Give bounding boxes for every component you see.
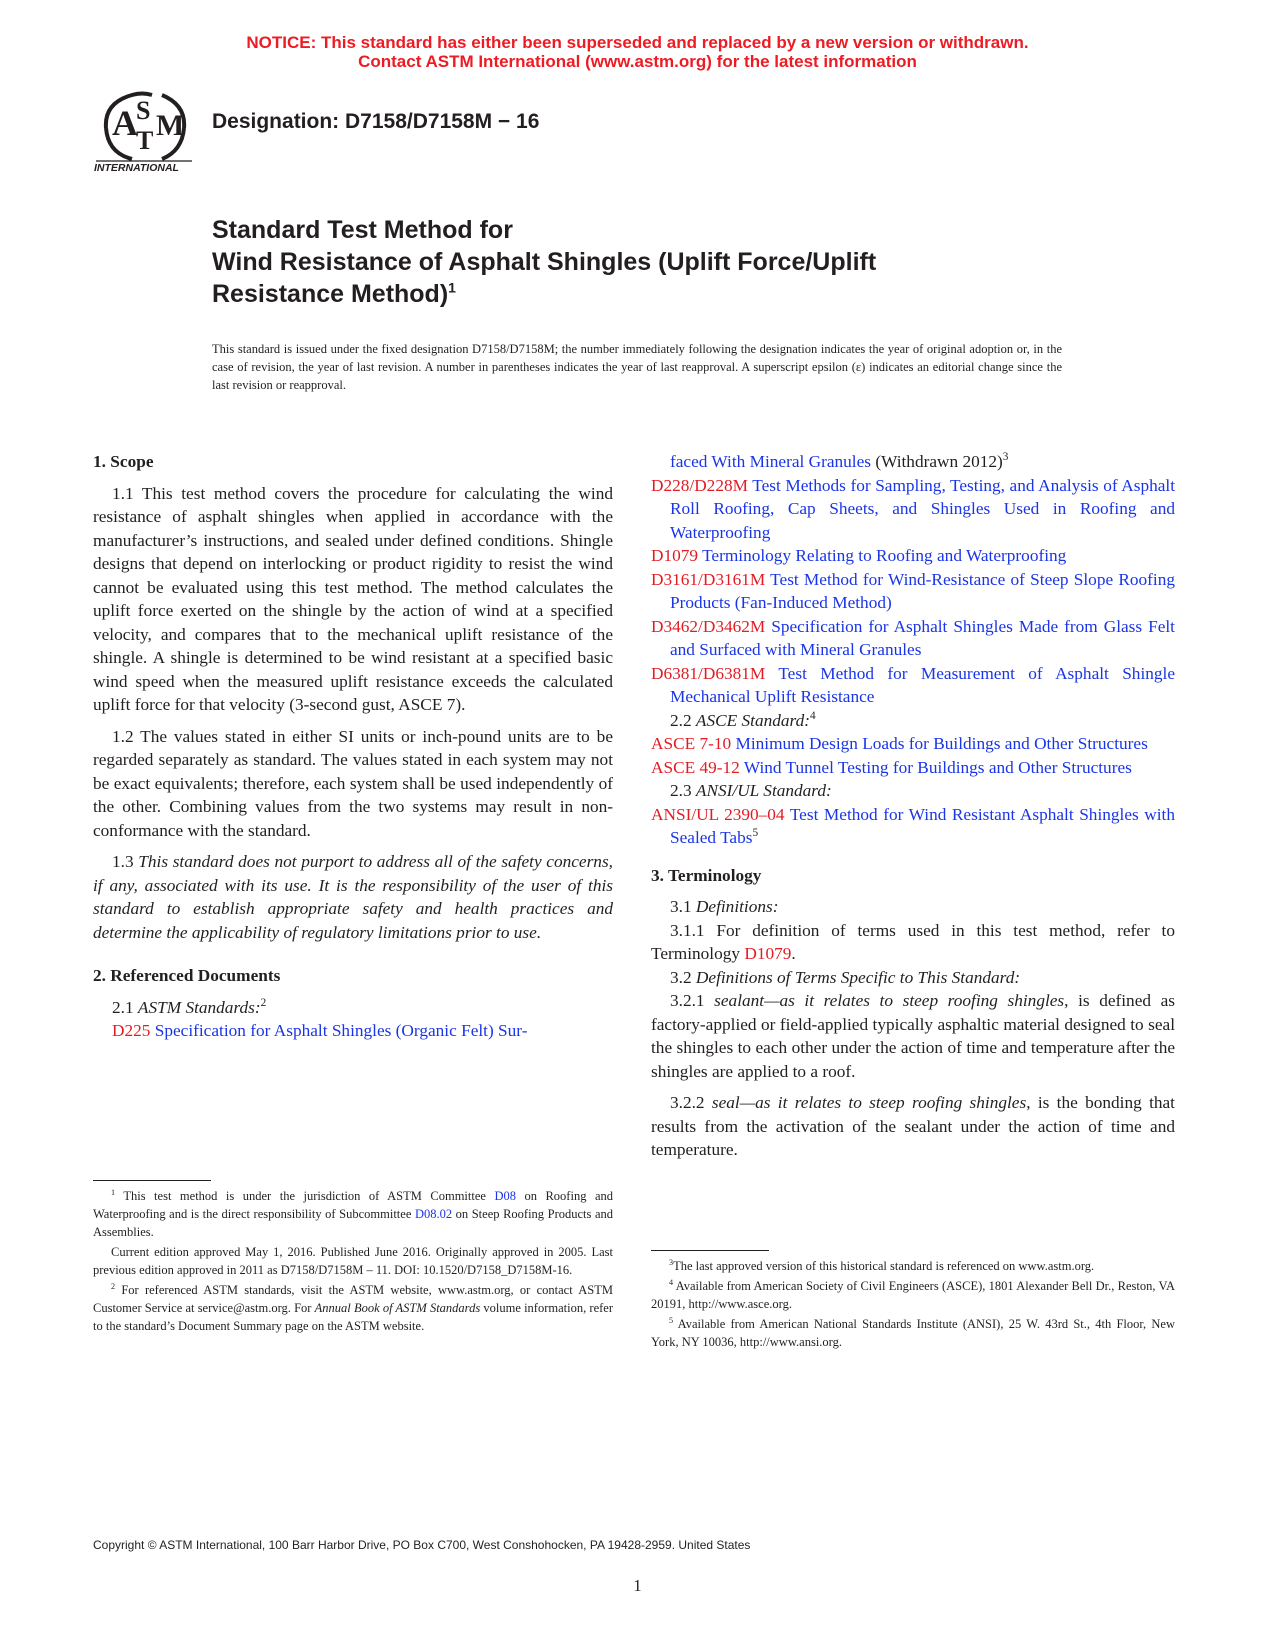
fn2-a: For referenced ASTM standards, visit the ASTM website, www.astm.org, or contact ASTM Customer Service at service@astm.org. For: [93, 1283, 613, 1315]
section-3-2-1: [651, 989, 1175, 1083]
fn2-sup: 2: [111, 1281, 116, 1291]
section-1-2: 1.2 The values stated in either SI units or inch-pound units are to be regarded separately as standard. The values stated in each system may not be exact equivalents; therefore, each system shall be used independently of the other. Combining values from the two systems may result in non-conformance with the standard.: [93, 726, 613, 840]
ref-item-4: [651, 662, 1175, 709]
section-2-2: [651, 709, 1175, 733]
notice-banner: [0, 33, 1275, 71]
section-3-2-2-term: seal—as it relates to steep roofing shingles: [711, 1093, 1027, 1112]
fn2-b: volume information, refer to the standard’s Document Summary page on the ASTM website.: [93, 1301, 613, 1333]
ref-code[interactable]: ANSI/UL 2390–04: [651, 804, 785, 824]
fn3-sup: 3: [669, 1257, 674, 1267]
ref-code[interactable]: D6381/D6381M: [651, 663, 766, 683]
astm-logo-icon: [92, 83, 196, 173]
notice-line-1: NOTICE: This standard has either been superseded and replaced by a new version or withdrawn.: [246, 33, 1029, 52]
section-2-2-sup: 4: [810, 709, 816, 722]
section-2-3: [651, 779, 1175, 803]
svg-text:T: T: [136, 126, 154, 155]
title-line-3: [212, 278, 876, 310]
astm-logo: [92, 83, 196, 173]
asce-ref-0: [651, 732, 1175, 756]
left-column: [93, 450, 613, 1043]
section-3-1-label: Definitions:: [695, 897, 779, 916]
footnote-rule-left: [93, 1180, 211, 1181]
ref-d225-link-part1[interactable]: Specification for Asphalt Shingles (Organic Felt) Sur-: [154, 1021, 528, 1040]
ref-link[interactable]: Minimum Design Loads for Buildings and Other Structures: [735, 734, 1148, 753]
page-number: 1: [633, 1576, 642, 1595]
ul-ref-sup: 5: [752, 827, 759, 840]
section-3-heading: 3. Terminology: [651, 865, 762, 885]
fn5-sup: 5: [669, 1315, 674, 1325]
ref-d225-continued: [651, 450, 1175, 474]
ref-code[interactable]: D3161/D3161M: [651, 569, 766, 589]
footnote-3: [651, 1257, 1175, 1275]
section-1-3-text: This standard does not purport to address all of the safety concerns, if any, associated with its use. It is the responsibility of the user of this standard to establish appropriate safety and health practices and determine the applicability of regulatory limitations prior to use.: [93, 852, 613, 942]
section-2-1-label: ASTM Standards:: [137, 997, 261, 1017]
section-1-1: 1.1 This test method covers the procedure for calculating the wind resistance of asphalt shingles when applied in accordance with the manufacturer’s instructions, and sealed under defined conditions. Shingle designs that depend on interlocking or product rigidity to resist the wind cannot be evaluated using this test method. The method calculates the uplift force exerted on the shingle by the action of wind at a specified velocity, and compares that to the mechanical uplift resistance of the shingle. A shingle is determined to be wind resistant at a specified basic wind speed when the measured uplift resistance exceeds the calculated uplift force for that velocity (3-second gust, ASCE 7).: [93, 483, 613, 714]
section-3-2-num: 3.2: [670, 967, 696, 987]
title-footnote-ref: 1: [448, 279, 456, 296]
section-3-2-label: Definitions of Terms Specific to This Standard:: [695, 967, 1021, 987]
section-1-3-num: 1.3: [112, 852, 139, 871]
fn1-a: This test method is under the jurisdiction of ASTM Committee: [115, 1189, 495, 1203]
fn3-text: The last approved version of this historical standard is referenced on www.astm.org.: [673, 1259, 1095, 1273]
section-2-3-num: 2.3: [670, 781, 696, 800]
right-column: [651, 450, 1175, 1162]
fn5-text: Available from American National Standards Institute (ANSI), 25 W. 43rd St., 4th Floor, New York, NY 10036, http://www.ansi.org.: [651, 1317, 1175, 1349]
ref-item-0: [651, 474, 1175, 545]
section-3-2-1-text: , is defined as factory-applied or field-applied typically asphaltic material designed to seal the shingles to each other under the action of time and temperature after the shingles are applied to a roof.: [651, 991, 1175, 1081]
ref-code[interactable]: D228/D228M: [651, 475, 748, 495]
title-line-3-text: Resistance Method): [212, 280, 449, 308]
section-3-1-1-link[interactable]: D1079: [744, 944, 792, 963]
footnotes-left: [93, 1187, 613, 1337]
fn1-c: on Steep Roofing Products and Assemblies.: [93, 1207, 613, 1239]
section-3-2-1-term: sealant—as it relates to steep roofing shingles: [714, 991, 1065, 1010]
designation: Designation: D7158/D7158M − 16: [212, 110, 540, 133]
ref-code[interactable]: D3462/D3462M: [651, 616, 766, 636]
footnote-2: [93, 1281, 613, 1335]
footnote-5: [651, 1315, 1175, 1351]
ref-code[interactable]: ASCE 7-10: [651, 734, 732, 753]
fn2-italic: Annual Book of ASTM Standards: [314, 1301, 481, 1315]
ref-link[interactable]: Test Method for Wind-Resistance of Steep Slope Roofing Products (Fan-Induced Method): [670, 569, 1175, 612]
ref-item-2: [651, 568, 1175, 615]
fn1-link-d0802[interactable]: D08.02: [414, 1207, 453, 1221]
ref-code[interactable]: D1079: [651, 546, 699, 565]
fn1-sup: 1: [111, 1187, 116, 1197]
ref-link[interactable]: Test Methods for Sampling, Testing, and Analysis of Asphalt Roll Roofing, Cap Sheets, and Shingles Used in Roofing and Waterproofing: [670, 475, 1175, 542]
section-2-1-sup: 2: [260, 996, 267, 1009]
notice-line-2: Contact ASTM International (www.astm.org) for the latest information: [358, 52, 917, 71]
ul-ref: [651, 803, 1175, 850]
title-line-2: Wind Resistance of Asphalt Shingles (Uplift Force/Uplift: [212, 248, 877, 276]
footnote-rule-right: [651, 1250, 769, 1251]
ref-d225-status: (Withdrawn 2012): [871, 452, 1003, 471]
section-3-2-2-num: 3.2.2: [670, 1093, 712, 1112]
document-title: [212, 214, 876, 310]
logo-text: INTERNATIONAL: [94, 162, 179, 173]
section-3-1-1-text: 3.1.1 For definition of terms used in this test method, refer to Terminology: [651, 920, 1175, 963]
ref-link[interactable]: Test Method for Measurement of Asphalt Shingle Mechanical Uplift Resistance: [670, 663, 1176, 706]
section-3-2-1-num: 3.2.1: [670, 991, 715, 1010]
ref-item-3: [651, 615, 1175, 662]
issued-note: This standard is issued under the fixed designation D7158/D7158M; the number immediately following the designation indicates the year of original adoption or, in the case of revision, the year of last revision. A number in parentheses indicates the year of last reapproval. A superscript epsilon (ε) indicates an editorial change since the last revision or reapproval.: [212, 342, 1062, 392]
fn1-b: on Roofing and Waterproofing and is the direct responsibility of Subcommittee: [93, 1189, 613, 1221]
fn1-link-d08[interactable]: D08: [494, 1189, 516, 1203]
fn4-sup: 4: [669, 1277, 674, 1287]
section-2-2-label: ASCE Standard:: [695, 710, 811, 730]
section-3-1-num: 3.1: [670, 897, 696, 916]
ref-link[interactable]: Wind Tunnel Testing for Buildings and Other Structures: [743, 757, 1132, 777]
ref-link[interactable]: Terminology Relating to Roofing and Waterproofing: [702, 546, 1067, 565]
fn4-text: Available from American Society of Civil Engineers (ASCE), 1801 Alexander Bell Dr., Reston, VA 20191, http://www.asce.org.: [651, 1279, 1175, 1311]
svg-text:A: A: [112, 103, 138, 143]
section-1-heading: 1. Scope: [93, 452, 154, 471]
section-2-heading: 2. Referenced Documents: [93, 966, 281, 985]
ref-d225-sup: 3: [1002, 451, 1009, 464]
ref-item-1: [651, 544, 1175, 568]
ref-link[interactable]: Specification for Asphalt Shingles Made from Glass Felt and Surfaced with Mineral Granules: [670, 616, 1175, 659]
ref-code[interactable]: ASCE 49-12: [651, 757, 740, 777]
ref-d225-link-part2[interactable]: faced With Mineral Granules: [670, 452, 872, 471]
section-3-2-2: [651, 1091, 1175, 1162]
footnote-1: [93, 1187, 613, 1241]
svg-text:M: M: [156, 109, 185, 142]
ref-link[interactable]: Test Method for Wind Resistant Asphalt Shingles with Sealed Tabs: [670, 804, 1175, 847]
copyright: Copyright © ASTM International, 100 Barr Harbor Drive, PO Box C700, West Conshohocken, PA 19428-2959. United States: [93, 1538, 751, 1552]
section-3-2: [651, 966, 1175, 990]
title-line-1: Standard Test Method for: [212, 216, 513, 244]
asce-ref-1: [651, 756, 1175, 780]
section-3-1-1: [651, 919, 1175, 966]
ref-d225-code[interactable]: D225: [112, 1021, 151, 1040]
footnotes-right: [651, 1257, 1175, 1353]
section-3-2-2-text: , is the bonding that results from the activation of the sealant under the action of time and temperature.: [651, 1093, 1175, 1159]
section-3-1-1-end: .: [791, 944, 796, 963]
svg-text:S: S: [136, 96, 151, 125]
section-2-1-num: 2.1: [112, 997, 138, 1017]
section-3-1: [651, 895, 1175, 919]
footnote-4: [651, 1277, 1175, 1313]
section-2-2-num: 2.2: [670, 710, 696, 730]
section-1-3: [93, 850, 613, 944]
footnote-1-edition: Current edition approved May 1, 2016. Published June 2016. Originally approved in 2005. Last previous edition approved in 2011 as D7158/D7158M – 11. DOI: 10.1520/D7158_D7158M-16.: [93, 1245, 613, 1277]
section-2-3-label: ANSI/UL Standard:: [695, 781, 832, 800]
section-2-1: [93, 996, 613, 1020]
ref-d225-start: [93, 1019, 613, 1043]
